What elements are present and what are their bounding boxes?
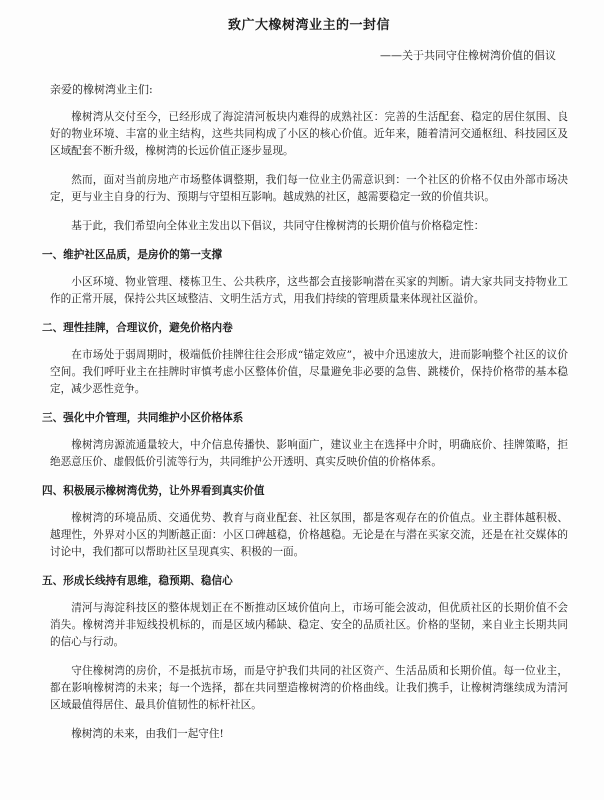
section-heading-1: 一、维护社区品质，是房价的第一支撑 — [42, 249, 223, 261]
section-body-5: 清河与海淀科技区的整体规划正在不断推动区域价值向上，市场可能会波动，但优质社区的长期价值不会消失。橡树湾并非短线投机标的，而是区域内稀缺、稳定、安全的品质社区。价格的坚韧，来自业主长期共同的信心与行动。 — [50, 602, 568, 648]
section-body-2: 在市场处于弱周期时，极端低价挂牌往往会形成“锚定效应”，被中介迅速放大，进而影响整个社区的议价空间。我们呼吁业主在挂牌时审慎考虑小区整体价值，尽量避免非必要的急售、跳楼价，保持价格带的基本稳定，减少恶性竞争。 — [50, 349, 568, 395]
section-heading-4: 四、积极展示橡树湾优势，让外界看到真实价值 — [42, 485, 265, 497]
section-heading-3: 三、强化中介管理，共同维护小区价格体系 — [42, 412, 244, 424]
intro-paragraph-3: 基于此，我们希望向全体业主发出以下倡议，共同守住橡树湾的长期价值与价格稳定性： — [71, 220, 485, 232]
intro-paragraph-2: 然而，面对当前房地产市场整体调整期，我们每一位业主仍需意识到：一个社区的价格不仅由外部市场决定，更与业主自身的行为、预期与守望相互影响。越成熟的社区，越需要稳定一致的价值共识。 — [50, 174, 568, 203]
closing-line: 橡树湾的未来，由我们一起守住! — [71, 728, 224, 740]
salutation: 亲爱的橡树湾业主们: — [50, 83, 153, 96]
section-heading-5: 五、形成长线持有思维，稳预期、稳信心 — [42, 575, 233, 587]
letter-subtitle: ——关于共同守住橡树湾价值的倡议 — [380, 49, 556, 62]
letter-title: 致广大橡树湾业主的一封信 — [227, 18, 390, 33]
section-body-1: 小区环境、物业管理、楼栋卫生、公共秩序，这些都会直接影响潜在买家的判断。请大家共同支持物业工作的正常开展，保持公共区域整洁、文明生活方式，用我们持续的管理质量来体现社区溢价。 — [50, 276, 568, 305]
intro-paragraph-1: 橡树湾从交付至今，已经形成了海淀清河板块内难得的成熟社区：完善的生活配套、稳定的居住氛围、良好的物业环境、丰富的业主结构，这些共同构成了小区的核心价值。近年来，随着清河交通枢纽、科技园区及区域配套不断升级，橡树湾的长远价值正逐步显现。 — [50, 111, 568, 157]
conclusion-paragraph: 守住橡树湾的房价，不是抵抗市场，而是守护我们共同的社区资产、生活品质和长期价值。每一位业主，都在影响橡树湾的未来；每一个选择，都在共同塑造橡树湾的价格曲线。让我们携手，让橡树湾继续成为清河区域最值得居住、最具价值韧性的标杆社区。 — [50, 665, 568, 711]
section-body-4: 橡树湾的环境品质、交通优势、教育与商业配套、社区氛围，都是客观存在的价值点。业主群体越积极、越理性，外界对小区的判断越正面：小区口碑越稳，价格越稳。无论是在与潜在买家交流，还是在社交媒体的讨论中，我们都可以帮助社区呈现真实、积极的一面。 — [50, 512, 568, 558]
section-heading-2: 二、理性挂牌，合理议价，避免价格内卷 — [42, 322, 233, 334]
section-body-3: 橡树湾房源流通量较大，中介信息传播快、影响面广，建议业主在选择中介时，明确底价、挂牌策略，拒绝恶意压价、虚假低价引流等行为，共同维护公开透明、真实反映价值的价格体系。 — [50, 439, 568, 468]
